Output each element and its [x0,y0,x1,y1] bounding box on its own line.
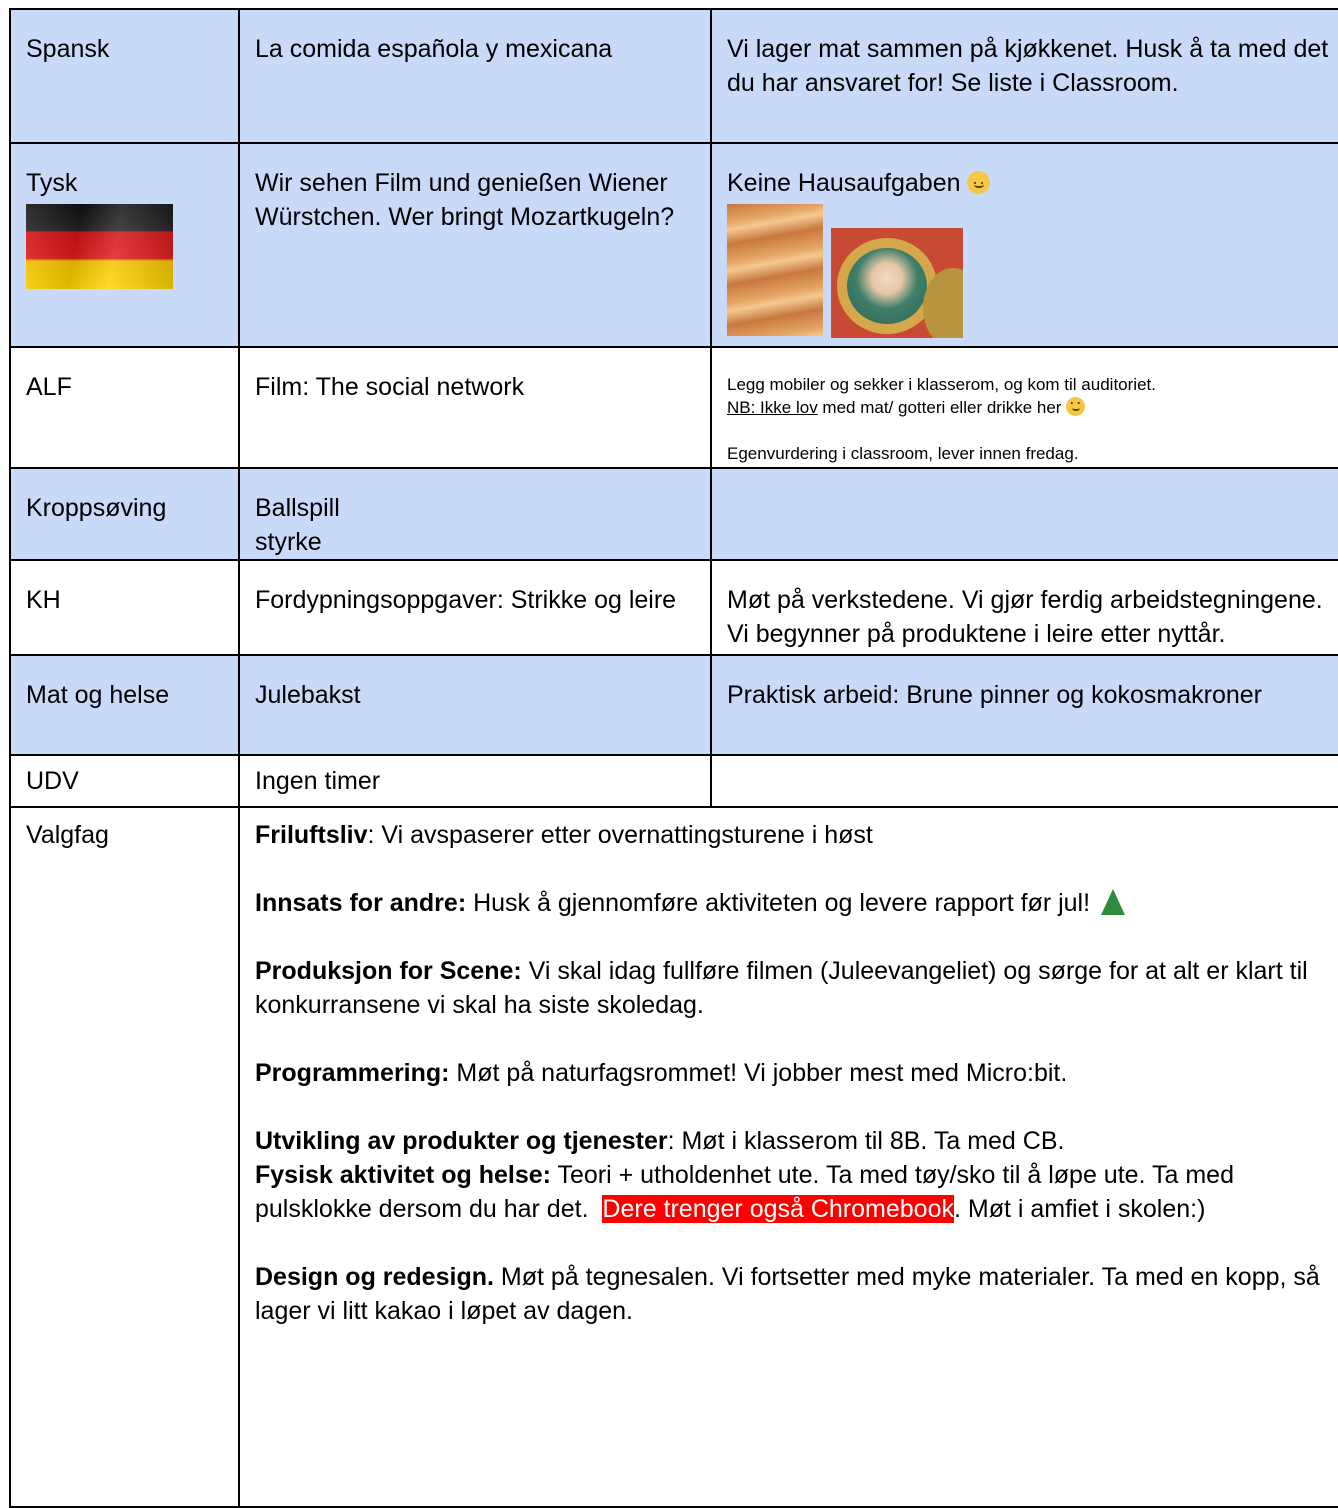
german-flag-image [26,204,173,289]
subject-cell: UDV [26,767,79,795]
row-kroppsoving [10,468,1338,560]
smiley-emoji-icon [1066,397,1085,416]
valgfag-item-design: Design og redesign. Møt på tegnesalen. Vi fortsetter med myke materialer. Ta med en kopp, så lager vi litt kakao i løpet av dagen. [255,1263,1320,1325]
topic-cell: Fordypningsoppgaver: Strikke og leire [255,586,677,614]
subject-cell: Valgfag [26,821,109,849]
valgfag-item-innsats: Innsats for andre: Husk å gjennomføre aktiviteten og levere rapport før jul! [255,886,1333,920]
row-tysk [10,143,1338,347]
christmas-tree-icon [1101,889,1125,915]
subject-cell: KH [26,586,61,614]
homework-cell [712,469,1338,491]
homework-cell: Legg mobiler og sekker i klasserom, og kom til auditoriet. NB: Ikke lov med mat/ gotteri eller drikke her ·· Egenvurdering i classroom, lever innen fredag. [712,348,1338,465]
valgfag-item-programmering: Programmering: Møt på naturfagsrommet! Vi jobber mest med Micro:bit. [255,1059,1068,1087]
subject-cell: Kroppsøving [26,494,167,522]
underlined-note: NB: Ikke lov [727,398,818,417]
row-udv [10,755,1338,807]
homework-cell [712,756,1338,778]
row-alf [10,347,1338,468]
topic-cell: Ingen timer [255,767,381,795]
valgfag-item-produksjon: Produksjon for Scene: Vi skal idag fullføre filmen (Juleevangeliet) og sørge for at alt er klart til konkurransene vi skal ha siste skoledag. [255,957,1308,1019]
mozartkugel-image [831,228,963,338]
row-kh [10,560,1338,655]
homework-cell: Møt på verkstedene. Vi gjør ferdig arbeidstegningene. Vi begynner på produktene i leire etter nyttår. [727,586,1323,648]
row-spansk [10,9,1338,143]
topic-cell: Julebakst [255,681,361,709]
subject-cell: ALF [26,373,72,401]
valgfag-list [240,808,1338,1328]
row-valgfag [10,807,1338,1507]
highlighted-note: Dere trenger også Chromebook [602,1195,954,1223]
subject-label: Tysk [26,169,78,197]
schedule-table [9,8,1338,1508]
subject-cell: Spansk [26,35,110,63]
topic-cell: Ballspill styrke [255,494,340,556]
valgfag-item-utvikling: Utvikling av produkter og tjenester: Møt i klasserom til 8B. Ta med CB. [255,1127,1065,1155]
valgfag-item-friluftsliv: Friluftsliv: Vi avspaserer etter overnattingsturene i høst [255,821,873,849]
image-group [727,204,1333,338]
topic-cell: La comida española y mexicana [255,35,613,63]
row-mat-og-helse [10,655,1338,755]
topic-cell: Wir sehen Film und genießen Wiener Würstchen. Wer bringt Mozartkugeln? [255,169,675,231]
valgfag-item-fysisk: Fysisk aktivitet og helse: Teori + utholdenhet ute. Ta med tøy/sko til å løpe ute. Ta med pulsklokke dersom du har det. Dere trenger også Chromebook. Møt i amfiet i skolen:) [255,1161,1241,1223]
homework-cell: Praktisk arbeid: Brune pinner og kokosmakroner [727,681,1262,709]
sausages-image [727,204,823,336]
homework-text: Keine Hausaufgaben [727,169,961,197]
smiley-emoji-icon [967,171,990,194]
subject-cell: Mat og helse [26,681,170,709]
topic-cell: Film: The social network [255,373,525,401]
homework-cell: Vi lager mat sammen på kjøkkenet. Husk å ta med det du har ansvaret for! Se liste i Classroom. [727,35,1329,97]
